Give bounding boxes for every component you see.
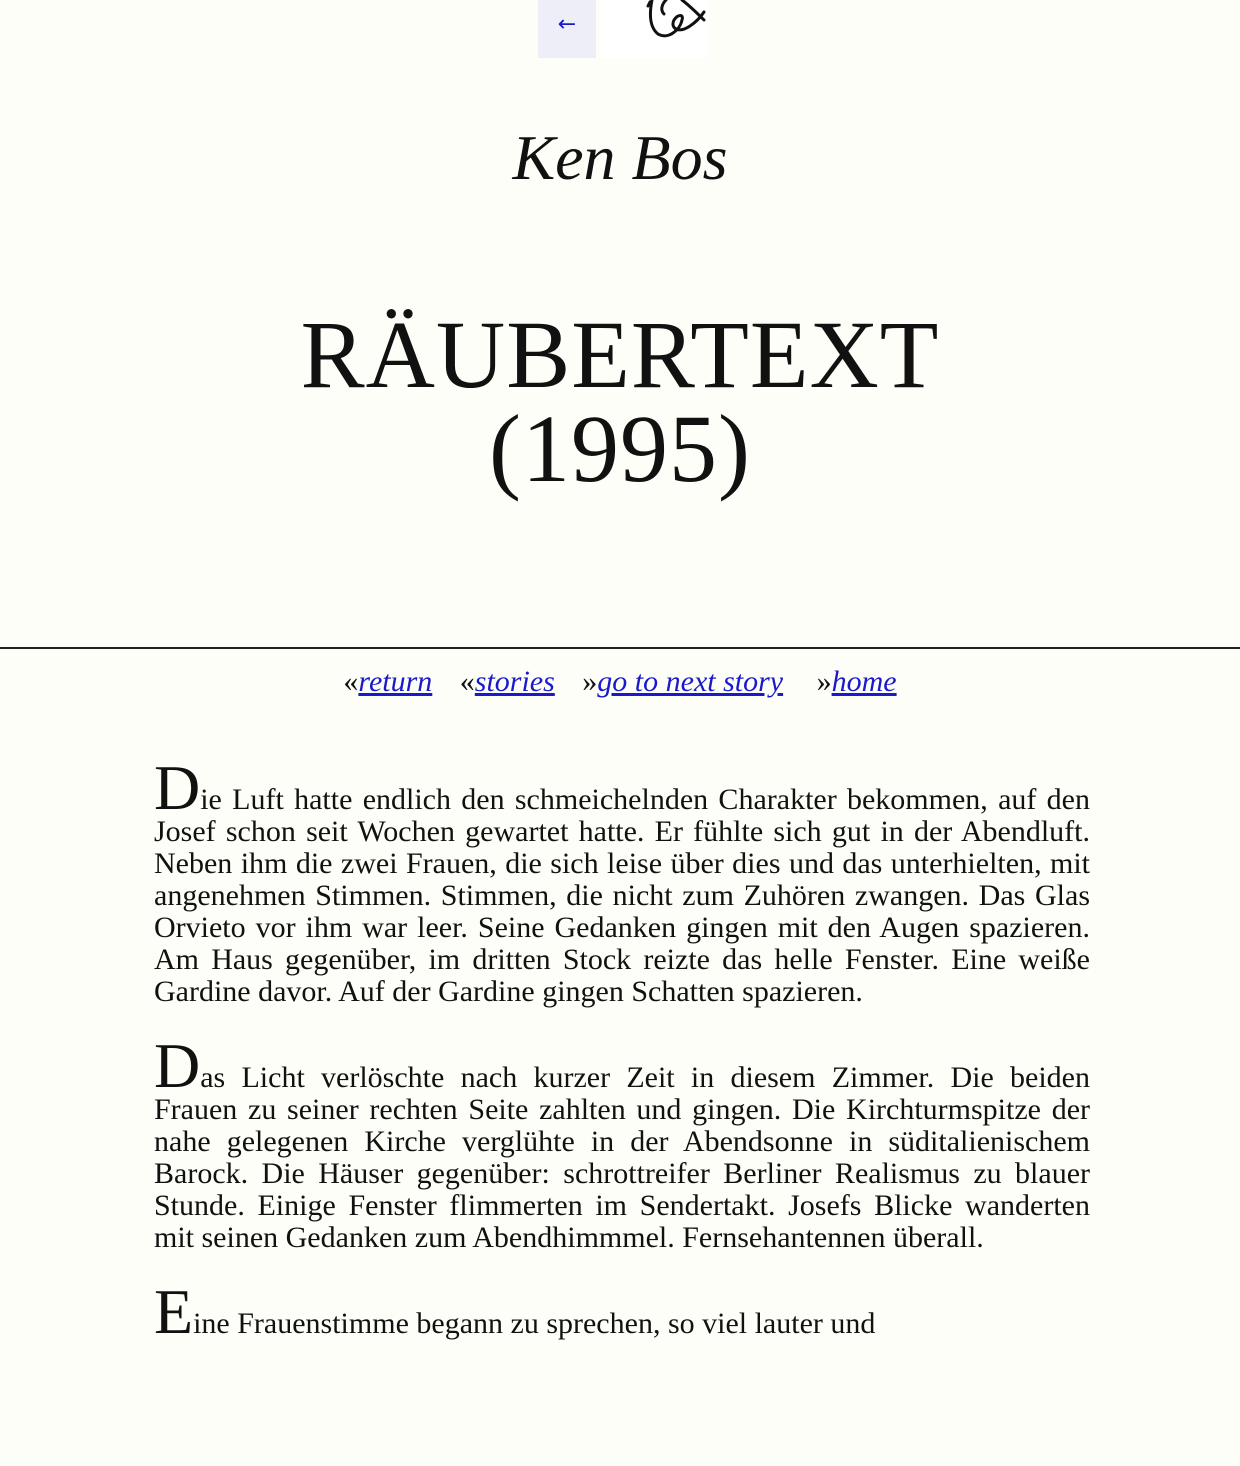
paragraph-text: ine Frauenstimme begann zu sprechen, so viel lauter und: [193, 1307, 876, 1340]
back-arrow-button[interactable]: ←: [538, 0, 596, 58]
divider: [0, 647, 1240, 649]
nav-prefix: «: [343, 665, 359, 698]
signature-icon: [600, 0, 708, 58]
nav-prefix: «: [459, 665, 475, 698]
nav-prefix: »: [582, 665, 598, 698]
paragraph-text: ie Luft hatte endlich den schmeichelnden Charakter bekommen, auf den Josef schon seit Wochen gewartet hatte. Er fühlte sich gut in der Abendluft. Neben ihm die zwei Frauen, die sich leise über dies und das unterhielten, mit angenehmen Stimmen. Stimmen, die nicht zum Zuhören zwangen. Das Glas Orvieto vor ihm war leer. Seine Gedanken gingen mit den Augen spazieren. Am Haus gegenüber, im dritten Stock reizte das helle Fenster. Eine weiße Gardine davor. Auf der Gardine gingen Schatten spazieren.: [154, 783, 1090, 1008]
story-title-text: RÄUBERTEXT: [300, 301, 940, 408]
story-paragraph: [154, 752, 1090, 1008]
story-body: [154, 752, 1090, 1382]
nav-prefix: »: [816, 665, 832, 698]
story-paragraph: [154, 1276, 1090, 1347]
story-navigation: [0, 662, 1240, 702]
author-name: Ken Bos: [512, 122, 728, 193]
nav-link-return[interactable]: return: [358, 665, 433, 698]
paragraph-text: as Licht verlöschte nach kurzer Zeit in diesem Zimmer. Die beiden Frauen zu seiner rechten Seite zahlten und gingen. Die Kirchturmspitze der nahe gelegenen Kirche verglühte in der Abendsonne in süditalienischem Barock. Die Häuser gegenüber: schrottreifer Berliner Realismus zu blauer Stunde. Einige Fenster flimmerten im Sendertakt. Josefs Blicke wanderten mit seinen Gedanken zum Abendhimmmel. Fernsehantennen überall.: [154, 1061, 1090, 1254]
signature-logo[interactable]: [600, 0, 708, 58]
story-title: [0, 301, 1240, 502]
nav-link-home[interactable]: home: [831, 665, 897, 698]
top-bar: [538, 0, 708, 58]
nav-link-stories[interactable]: stories: [474, 665, 555, 698]
drop-cap: D: [154, 752, 201, 823]
story-paragraph: [154, 1030, 1090, 1254]
drop-cap: D: [154, 1030, 201, 1101]
drop-cap: E: [154, 1276, 194, 1347]
nav-link-next-story[interactable]: go to next story: [597, 665, 784, 698]
story-year: (1995): [489, 395, 751, 502]
